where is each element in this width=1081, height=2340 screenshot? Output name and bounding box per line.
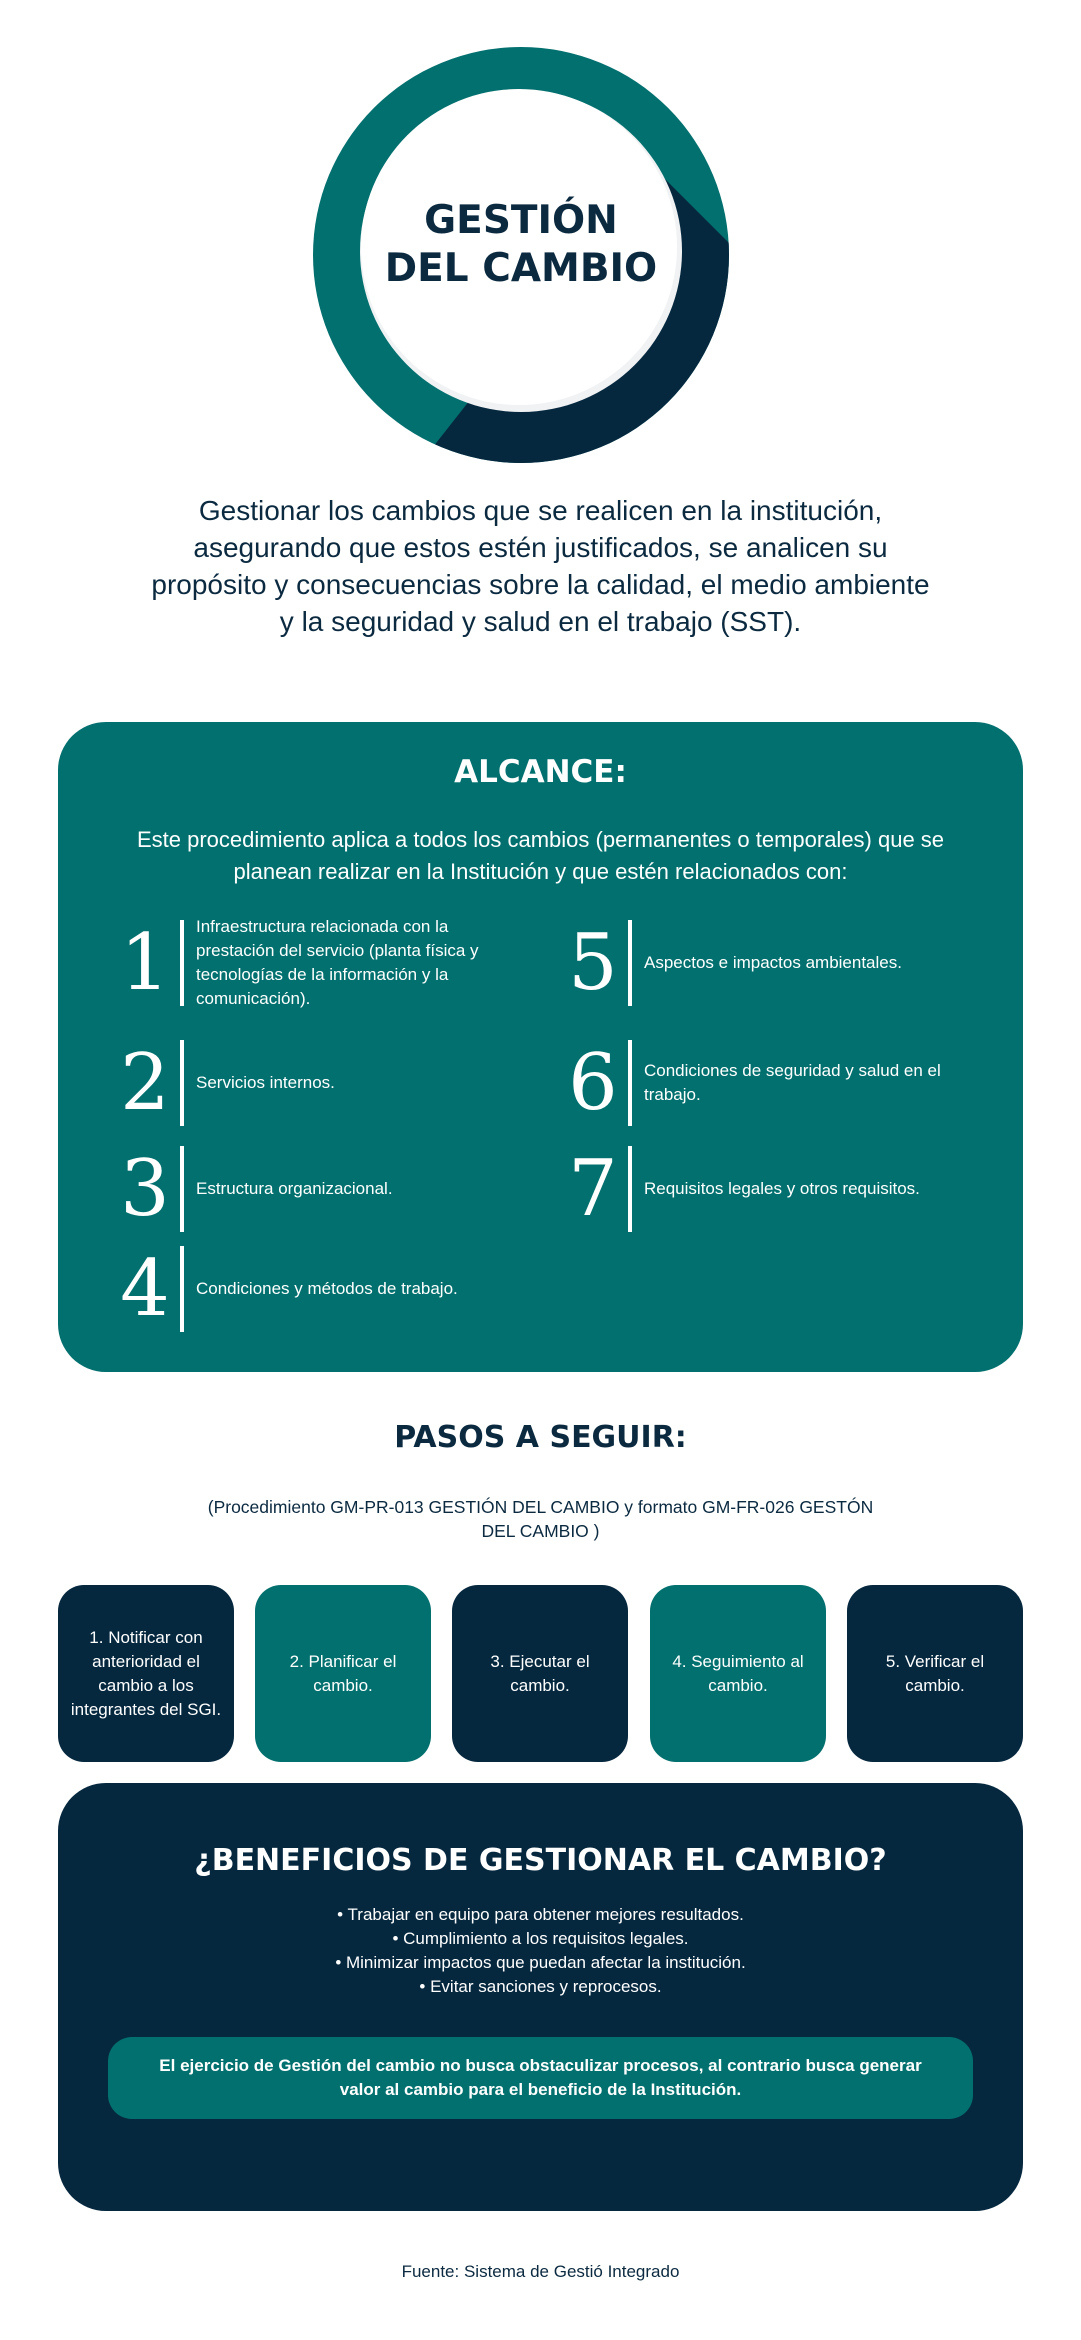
step-5-card: 5. Verificar el cambio. xyxy=(847,1585,1023,1762)
pasos-title: PASOS A SEGUIR: xyxy=(394,1420,687,1455)
list-item: • Minimizar impactos que puedan afectar la institución. xyxy=(335,1953,746,1972)
list-item: • Trabajar en equipo para obtener mejores resultados. xyxy=(337,1905,744,1924)
title-line-2: DEL CAMBIO xyxy=(384,246,658,291)
alcance-intro: Este procedimiento aplica a todos los cambios (permanentes o temporales) que se planean realizar en la Institución y que estén relacionados con: xyxy=(136,827,945,884)
scope-number: 4 xyxy=(120,1244,170,1334)
divider xyxy=(628,1146,632,1232)
scope-text: Aspectos e impactos ambientales. xyxy=(644,953,902,972)
title-line-1: GESTIÓN xyxy=(424,198,618,243)
scope-text: Infraestructura relacionada con la prestación del servicio (planta física y tecnologías de la información y la comunicación). xyxy=(196,917,479,1008)
scope-text: Servicios internos. xyxy=(196,1073,335,1092)
alcance-title: ALCANCE: xyxy=(454,754,627,790)
beneficios-list xyxy=(58,1903,1023,1999)
source-footer: Fuente: Sistema de Gestió Integrado xyxy=(401,2262,680,2281)
scope-text: Condiciones y métodos de trabajo. xyxy=(196,1279,458,1298)
divider xyxy=(628,1040,632,1126)
scope-number: 7 xyxy=(568,1144,618,1234)
scope-text: Estructura organizacional. xyxy=(196,1179,393,1198)
list-item: • Evitar sanciones y reprocesos. xyxy=(419,1977,662,1996)
scope-number: 3 xyxy=(120,1144,170,1234)
step-1-card: 1. Notificar con anterioridad el cambio a los integrantes del SGI. xyxy=(58,1585,234,1762)
pasos-subtitle: (Procedimiento GM-PR-013 GESTIÓN DEL CAMBIO y formato GM-FR-026 GESTÓN DEL CAMBIO ) xyxy=(207,1497,874,1541)
step-4-card: 4. Seguimiento al cambio. xyxy=(650,1585,826,1762)
page-title xyxy=(313,197,729,293)
scope-number: 1 xyxy=(120,918,170,1008)
beneficios-title: ¿BENEFICIOS DE GESTIONAR EL CAMBIO? xyxy=(194,1843,887,1878)
divider xyxy=(180,920,184,1006)
intro-paragraph: Gestionar los cambios que se realicen en la institución, asegurando que estos estén justificados, se analicen su propósito y consecuencias sobre la calidad, el medio ambiente y la seguridad y salud en el trabajo (SST). xyxy=(151,495,930,637)
beneficios-panel xyxy=(58,1783,1023,2211)
alcance-panel xyxy=(58,722,1023,1372)
divider xyxy=(180,1146,184,1232)
divider xyxy=(180,1040,184,1126)
scope-number: 2 xyxy=(120,1038,170,1128)
scope-text: Condiciones de seguridad y salud en el trabajo. xyxy=(644,1061,941,1104)
list-item: • Cumplimiento a los requisitos legales. xyxy=(392,1929,689,1948)
scope-number: 6 xyxy=(568,1038,618,1128)
scope-text: Requisitos legales y otros requisitos. xyxy=(644,1179,920,1198)
step-2-card: 2. Planificar el cambio. xyxy=(255,1585,431,1762)
step-3-card: 3. Ejecutar el cambio. xyxy=(452,1585,628,1762)
beneficios-note: El ejercicio de Gestión del cambio no busca obstaculizar procesos, al contrario busca generar valor al cambio para el beneficio de la Institución. xyxy=(108,2037,973,2119)
divider xyxy=(180,1246,184,1332)
scope-number: 5 xyxy=(568,918,618,1008)
divider xyxy=(628,920,632,1006)
